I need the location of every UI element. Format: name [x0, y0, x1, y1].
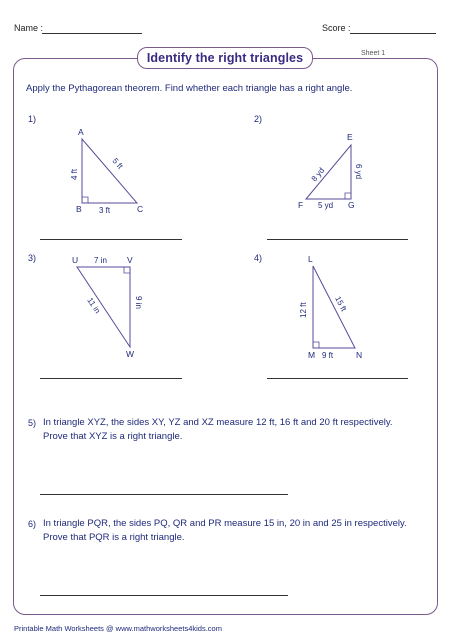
answer-line-2[interactable]	[267, 239, 408, 240]
sheet-label: Sheet 1	[361, 50, 386, 57]
triangle-1-vertex-a: A	[78, 127, 84, 137]
answer-line-6[interactable]	[40, 595, 288, 596]
triangle-4-vertex-m: M	[308, 350, 316, 360]
triangle-2	[298, 132, 363, 210]
problem-6-line-2: Prove that PQR is a right triangle.	[43, 531, 185, 543]
triangle-3-leg-uv-label: 7 in	[94, 256, 107, 265]
problem-2-number: 2)	[254, 114, 263, 124]
footer-credit: Printable Math Worksheets @ www.mathworksheets4kids.com	[14, 624, 222, 633]
triangle-2-vertex-f: F	[298, 200, 304, 210]
triangle-1	[70, 127, 143, 215]
answer-line-3[interactable]	[40, 378, 182, 379]
name-label: Name :	[14, 23, 44, 33]
triangle-4-vertex-n: N	[356, 350, 363, 360]
answer-line-4[interactable]	[267, 378, 408, 379]
triangle-1-leg-ab-label: 4 ft	[70, 168, 79, 180]
triangle-2-vertex-e: E	[347, 132, 353, 142]
triangle-3-leg-vw-label: 9 in	[134, 296, 143, 309]
problem-5-number: 5)	[28, 418, 37, 428]
triangle-2-leg-fg-label: 5 yd	[318, 201, 334, 210]
triangle-1-vertex-b: B	[76, 204, 82, 214]
problem-3-number: 3)	[28, 253, 37, 263]
triangle-4-leg-lm-label: 12 ft	[299, 302, 308, 318]
triangle-3-vertex-u: U	[72, 255, 79, 265]
triangle-4-hypotenuse-label: 15 ft	[333, 294, 349, 313]
problem-6-text	[43, 517, 433, 544]
worksheet-title: Identify the right triangles	[146, 51, 304, 65]
answer-line-5[interactable]	[40, 494, 288, 495]
problem-6-number: 6)	[28, 519, 37, 529]
triangle-2-hypotenuse-label: 8 yd	[309, 165, 327, 184]
triangle-4	[299, 254, 362, 360]
instructions: Apply the Pythagorean theorem. Find whether each triangle has a right angle.	[26, 83, 353, 94]
triangle-3-hypotenuse-label: 11 in	[85, 296, 103, 316]
problem-5-text	[43, 416, 433, 443]
triangle-2-vertex-g: G	[348, 200, 355, 210]
problem-1-number: 1)	[28, 114, 37, 124]
answer-line-1[interactable]	[40, 239, 182, 240]
triangle-1-hypotenuse-label: 5 ft	[110, 156, 125, 171]
triangle-3-vertex-w: W	[126, 349, 135, 359]
triangle-3	[72, 255, 143, 359]
problem-4-number: 4)	[254, 253, 263, 263]
problem-6-line-1: In triangle PQR, the sides PQ, QR and PR measure 15 in, 20 in and 25 in respectively.	[43, 518, 407, 529]
problem-5-line-1: In triangle XYZ, the sides XY, YZ and XZ measure 12 ft, 16 ft and 20 ft respectively.	[43, 417, 393, 428]
problem-5-line-2: Prove that XYZ is a right triangle.	[43, 430, 183, 442]
triangle-1-vertex-c: C	[137, 204, 144, 214]
triangle-2-leg-eg-label: 6 yd	[354, 164, 363, 180]
triangle-4-vertex-l: L	[308, 254, 313, 264]
score-label: Score :	[322, 23, 351, 33]
triangle-1-leg-bc-label: 3 ft	[99, 206, 111, 215]
triangle-4-leg-mn-label: 9 ft	[322, 351, 334, 360]
triangle-3-vertex-v: V	[127, 255, 133, 265]
